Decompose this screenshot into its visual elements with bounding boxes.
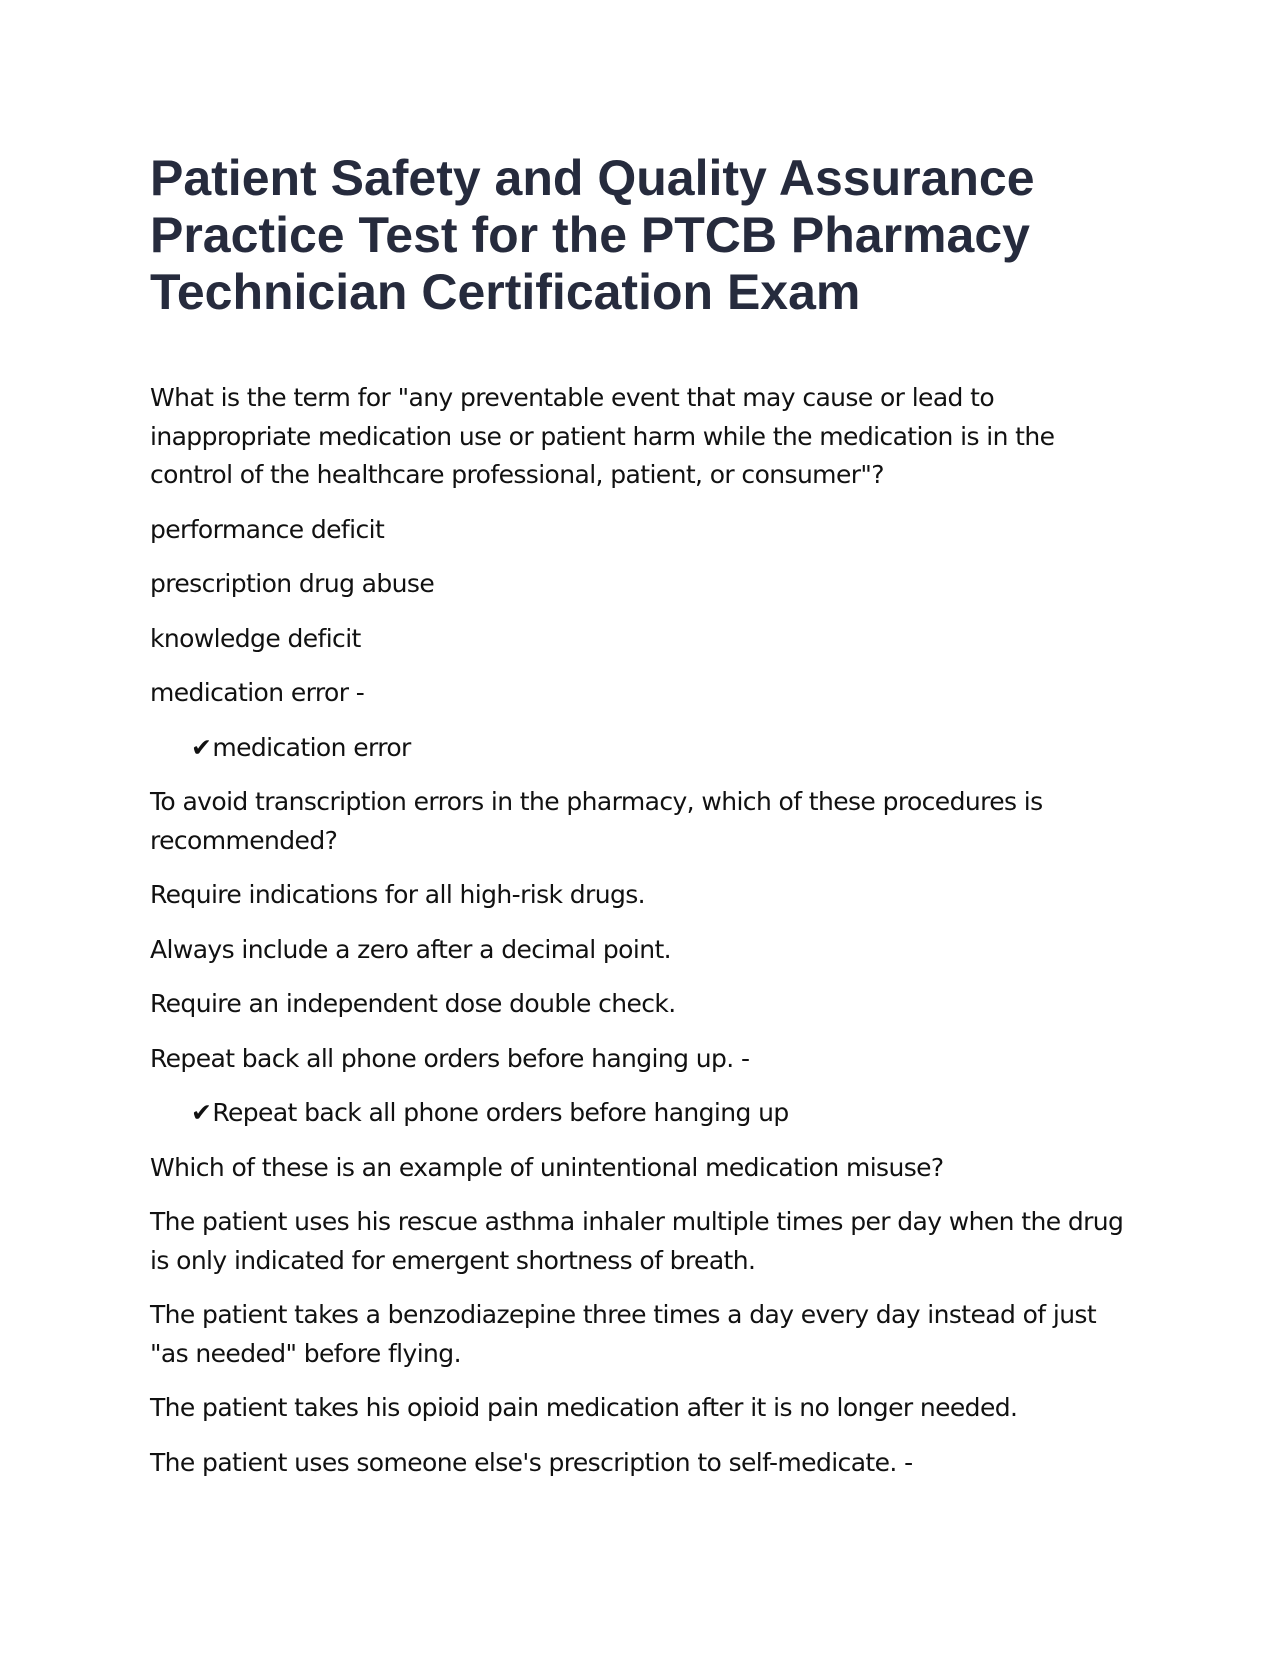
answer-option: performance deficit bbox=[150, 514, 385, 544]
answer-option: Repeat back all phone orders before hanging up. - bbox=[150, 1043, 750, 1073]
document-title: Patient Safety and Quality Assurance Practice Test for the PTCB Pharmacy Technician Certification Exam bbox=[150, 150, 1035, 320]
checkmark-icon: ✔ bbox=[191, 732, 212, 762]
answer-option: prescription drug abuse bbox=[150, 569, 435, 598]
answer-option: The patient takes his opioid pain medication after it is no longer needed. bbox=[150, 1393, 1018, 1422]
question-text: To avoid transcription errors in the pharmacy, which of these procedures is recommended? bbox=[150, 787, 1043, 855]
document-body bbox=[150, 379, 1130, 1482]
answer-option: Require an independent dose double check. bbox=[150, 989, 676, 1018]
correct-answer-text: Repeat back all phone orders before hanging up bbox=[212, 1098, 789, 1127]
correct-answer bbox=[150, 1094, 1130, 1133]
answer-option: medication error - bbox=[150, 678, 365, 707]
answer-option: The patient uses someone else's prescription to self-medicate. - bbox=[150, 1447, 913, 1477]
answer-option: knowledge deficit bbox=[150, 623, 361, 653]
correct-answer bbox=[150, 729, 1130, 768]
answer-option: Always include a zero after a decimal point. bbox=[150, 934, 672, 964]
correct-answer-text: medication error bbox=[212, 732, 411, 762]
checkmark-icon: ✔ bbox=[191, 1098, 212, 1127]
answer-option: The patient takes a benzodiazepine three times a day every day instead of just "as needed" before flying. bbox=[150, 1300, 1097, 1368]
question-text: What is the term for "any preventable event that may cause or lead to inappropriate medication use or patient harm while the medication is in the control of the healthcare professional, patient, or consumer"? bbox=[150, 383, 1055, 489]
question-text: Which of these is an example of unintentional medication misuse? bbox=[150, 1152, 944, 1182]
answer-option: The patient uses his rescue asthma inhaler multiple times per day when the drug is only indicated for emergent shortness of breath. bbox=[150, 1207, 1124, 1275]
document-page bbox=[150, 150, 1130, 1498]
answer-option: Require indications for all high-risk drugs. bbox=[150, 880, 645, 909]
